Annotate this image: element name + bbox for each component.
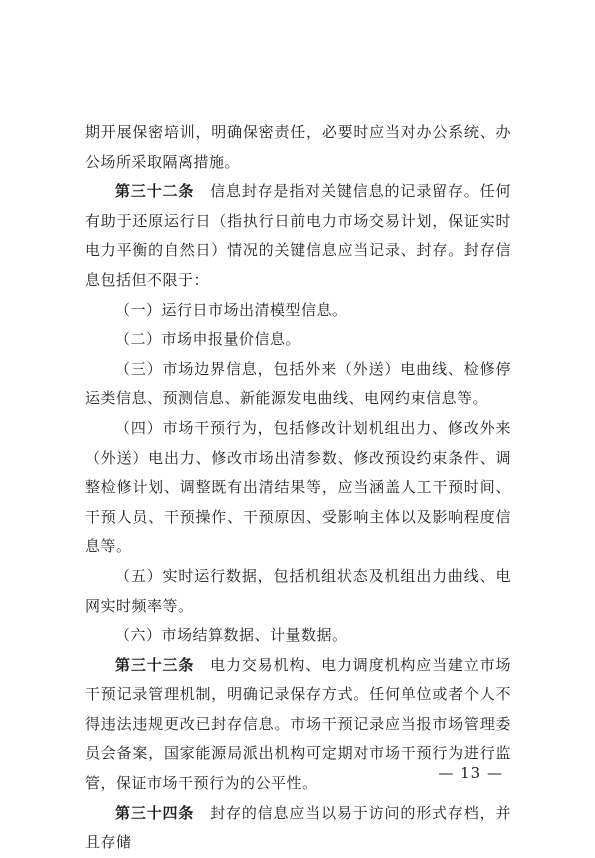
article-heading: 第三十四条 [115, 803, 195, 822]
document-body [85, 118, 511, 858]
paragraph-text: 期开展保密培训，明确保密责任，必要时应当对办公系统、办公场所采取隔离措施。 [85, 123, 511, 171]
paragraph-text: （三）市场边界信息，包括外来（外送）电曲线、检修停运类信息、预测信息、新能源发电曲线、电网约束信息等。 [85, 359, 511, 408]
list-item-1 [85, 296, 511, 326]
paragraph-continuation [85, 118, 511, 177]
paragraph-text: （一）运行日市场出清模型信息。 [115, 300, 348, 319]
list-item-3 [85, 355, 511, 414]
list-item-5 [85, 562, 511, 621]
paragraph-text: 信息封存是指对关键信息的记录留存。任何有助于还原运行日（指执行日前电力市场交易计划，保证实时电力平衡的自然日）情况的关键信息应当记录、封存。封存信息包括但不限于： [85, 182, 511, 289]
article-34 [85, 799, 511, 858]
article-heading: 第三十三条 [115, 655, 195, 674]
paragraph-text: （六）市场结算数据、计量数据。 [115, 626, 348, 645]
page-number: — 13 — [438, 764, 503, 782]
article-32 [85, 177, 511, 295]
paragraph-text: （五）实时运行数据，包括机组状态及机组出力曲线、电网实时频率等。 [85, 566, 511, 615]
list-item-6 [85, 621, 511, 651]
list-item-2 [85, 325, 511, 355]
article-heading: 第三十二条 [115, 182, 195, 201]
paragraph-text: 封存的信息应当以易于访问的形式存档，并且存储 [85, 803, 511, 852]
list-item-4 [85, 414, 511, 562]
paragraph-text: （二）市场申报量价信息。 [115, 330, 302, 349]
paragraph-text: 电力交易机构、电力调度机构应当建立市场干预记录管理机制，明确记录保存方式。任何单位或者个人不得违法违规更改已封存信息。市场干预记录应当报市场管理委员会备案，国家能源局派出机构可定期对市场干预行为进行监管，保证市场干预行为的公平性。 [85, 655, 511, 793]
paragraph-text: （四）市场干预行为，包括修改计划机组出力、修改外来（外送）电出力、修改市场出清参数、修改预设约束条件、调整检修计划、调整既有出清结果等，应当涵盖人工干预时间、干预人员、干预操作、干预原因、受影响主体以及影响程度信息等。 [85, 418, 511, 556]
